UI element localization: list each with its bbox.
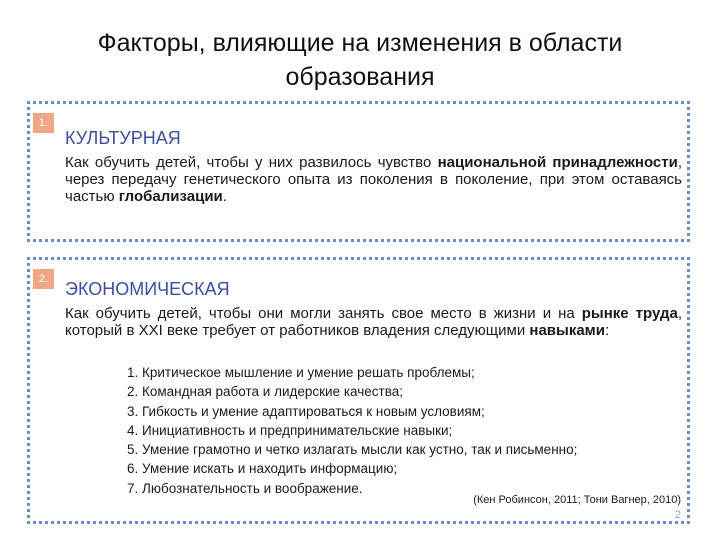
section-paragraph <box>65 154 682 205</box>
section-cultural <box>27 101 690 242</box>
paragraph-emphasis: навыками <box>529 322 605 339</box>
section-heading: КУЛЬТУРНАЯ <box>65 128 181 148</box>
section-heading: ЭКОНОМИЧЕСКАЯ <box>65 279 230 299</box>
paragraph-text: . <box>222 188 227 205</box>
slide-title-line1: Факторы, влияющие на изменения в области <box>97 29 623 57</box>
paragraph-text: , который в XXI веке требует от работников владения следующими <box>65 305 682 339</box>
source-citation: (Кен Робинсон, 2011; Тони Вагнер, 2010) <box>473 494 681 506</box>
paragraph-text: , через передачу генетического опыта из поколения в поколение, при этом оставаясь частью <box>65 154 683 205</box>
skill-item: 2. Командная работа и лидерские качества; <box>127 384 404 400</box>
paragraph-emphasis: национальной принадлежности <box>437 154 678 171</box>
paragraph-text: Как обучить детей, чтобы у них развилось чувство <box>65 154 438 171</box>
paragraph-text: : <box>605 322 610 339</box>
paragraph-emphasis: глобализации <box>118 188 223 205</box>
skill-item: 3. Гибкость и умение адаптироваться к новым условиям; <box>127 403 485 419</box>
skill-item: 5. Умение грамотно и четко излагать мысли как устно, так и письменно; <box>127 442 578 458</box>
section-paragraph <box>65 305 682 339</box>
skill-item: 7. Любознательность и воображение. <box>127 480 363 496</box>
page-number: 2 <box>674 509 681 521</box>
skill-item: 1. Критическое мышление и умение решать проблемы; <box>127 365 475 380</box>
skill-item: 6. Умение искать и находить информацию; <box>127 461 398 477</box>
skill-item: 4. Инициативность и предпринимательские навыки; <box>127 422 453 438</box>
paragraph-text: Как обучить детей, чтобы они могли занять свое место в жизни и на <box>65 305 582 322</box>
section-number-badge: 2. <box>33 269 54 289</box>
paragraph-emphasis: рынке труда <box>581 305 678 322</box>
section-number-badge: 1. <box>33 113 54 133</box>
section-economic <box>27 257 690 524</box>
slide-title-line2: образования <box>285 63 435 91</box>
skills-list <box>127 363 577 498</box>
slide-title <box>20 26 700 94</box>
